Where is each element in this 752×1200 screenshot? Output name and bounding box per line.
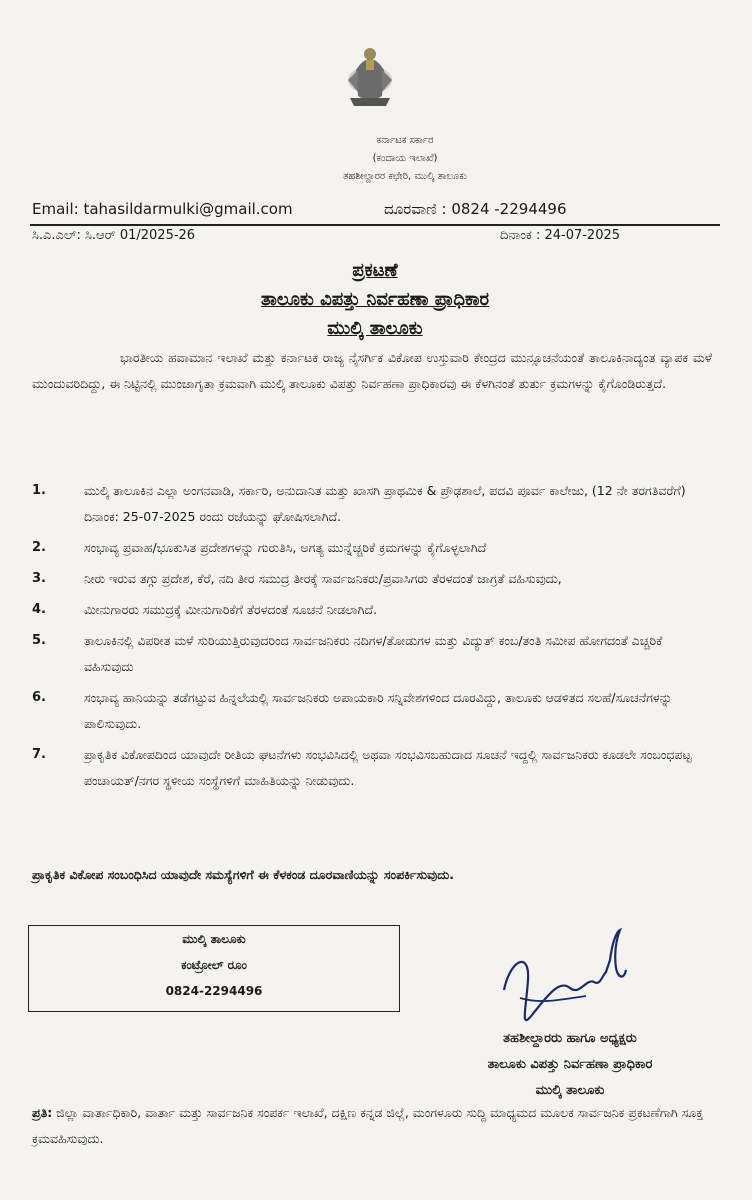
item-number: 6. [32,690,46,705]
item-text: ಸಂಭಾವ್ಯ ಪ್ರವಾಹ/ಭೂಕುಸಿತ ಪ್ರದೇಶಗಳನ್ನು ಗುರುತಿಸಿ, ಅಗತ್ಯ ಮುನ್ನೆಚ್ಚರಿಕೆ ಕ್ರಮಗಳನ್ನು ಕೈಗೊಳ್ಳಲಾಗಿದೆ [84,540,487,555]
copy-to-label: ಪ್ರತಿ: [32,1105,53,1120]
signatory-taluk: ಮುಲ್ಕಿ ತಾಲೂಕು [535,1083,605,1098]
copy-to-text: ಜಿಲ್ಲಾ ವಾರ್ತಾಧಿಕಾರಿ, ವಾರ್ತಾ ಮತ್ತು ಸಾರ್ವಜನಿಕ ಸಂಪರ್ಕ ಇಲಾಖೆ, ದಕ್ಷಿಣ ಕನ್ನಡ ಜಿಲ್ಲೆ, ಮಂಗಳೂರು ಸುದ್ದಿ ಮಾಧ್ಯಮದ ಮೂಲಕ ಸಾರ್ವಜನಿಕ ಪ್ರಕಟಣೆಗಾಗಿ ಸೂಕ್ತ ಕ್ರಮವಹಿಸುವುದು. [32,1105,704,1146]
list-item [32,742,712,794]
government-name: ಕರ್ನಾಟಕ ಸರ್ಕಾರ [376,135,434,146]
list-item [32,628,712,680]
list-item [32,566,712,592]
item-text: ಮೀನುಗಾರರು ಸಮುದ್ರಕ್ಕೆ ಮೀನುಗಾರಿಕೆಗೆ ತೆರಳದಂತೆ ಸೂಚನೆ ನೀಡಲಾಗಿದೆ. [84,602,378,617]
reference-row [32,228,712,248]
item-number: 1. [32,483,46,498]
authority-title: ತಾಲೂಕು ವಿಪತ್ತು ನಿರ್ವಹಣಾ ಪ್ರಾಧಿಕಾರ [261,289,489,310]
list-item [32,685,712,737]
signatory-designation: ತಹಶೀಲ್ದಾರರು ಹಾಗೂ ಅಧ್ಯಕ್ಷರು [503,1031,637,1046]
copy-to [32,1100,722,1152]
item-number: 7. [32,747,46,762]
header-divider [30,224,720,226]
control-room-box [28,925,400,1012]
control-room-label: ಕಂಟ್ರೋಲ್ ರೂಂ [181,958,247,972]
intro-paragraph: ಭಾರತೀಯ ಹವಾಮಾನ ಇಲಾಖೆ ಮತ್ತು ಕರ್ನಾಟಕ ರಾಜ್ಯ ನೈಸರ್ಗಿಕ ವಿಕೋಪ ಉಸ್ತುವಾರಿ ಕೇಂದ್ರದ ಮುನ್ಸೂಚನೆಯಂತೆ ತಾಲೂಕಿನಾದ್ಯಂತ ವ್ಯಾಪಕ ಮಳೆ ಮುಂದುವರಿದಿದ್ದು, ಈ ನಿಟ್ಟಿನಲ್ಲಿ ಮುಂಜಾಗೃತಾ ಕ್ರಮವಾಗಿ ಮುಲ್ಕಿ ತಾಲೂಕು ವಿಪತ್ತು ನಿರ್ವಹಣಾ ಪ್ರಾಧಿಕಾರವು ಈ ಕೆಳಗಿನಂತೆ ತುರ್ತು ಕ್ರಮಗಳನ್ನು ಕೈಗೊಂಡಿರುತ್ತದೆ. [32,350,712,391]
signature-icon [490,920,630,1035]
office-name: ತಹಶೀಲ್ದಾರರ ಕಛೇರಿ, ಮುಲ್ಕಿ ತಾಲೂಕು [343,171,467,182]
item-text: ಸಂಭಾವ್ಯ ಹಾನಿಯನ್ನು ತಡೆಗಟ್ಟುವ ಹಿನ್ನಲೆಯಲ್ಲಿ ಸಾರ್ವಜನಿಕರು ಅಪಾಯಕಾರಿ ಸನ್ನಿವೇಶಗಳಿಂದ ದೂರವಿದ್ದು, ತಾಲೂಕು ಆಡಳಿತದ ಸಲಹೆ/ಸೂಚನೆಗಳನ್ನು ಪಾಲಿಸುವುದು. [84,690,673,731]
state-emblem-icon [330,40,410,120]
closing-statement: ಪ್ರಾಕೃತಿಕ ವಿಕೋಪ ಸಂಬಂಧಿಸಿದ ಯಾವುದೇ ಸಮಸ್ಯೆಗಳಿಗೆ ಈ ಕೆಳಕಂಡ ದೂರವಾಣಿಯನ್ನು ಸಂಪರ್ಕಿಸುವುದು. [32,867,455,882]
signatory-authority: ತಾಲೂಕು ವಿಪತ್ತು ನಿರ್ವಹಣಾ ಪ್ರಾಧಿಕಾರ [487,1057,653,1072]
item-text: ನೀರು ಇರುವ ತಗ್ಗು ಪ್ರದೇಶ, ಕೆರೆ, ನದಿ ತೀರ ಸಮುದ್ರ ತೀರಕ್ಕೆ ಸಾರ್ವಜನಿಕರು/ಪ್ರವಾಸಿಗರು ತೆರಳದಂತೆ ಜಾಗ್ರತೆ ವಹಿಸುವುದು, [84,571,562,586]
department-name: (ಕಂದಾಯ ಇಲಾಖೆ) [372,153,438,164]
item-number: 4. [32,602,46,617]
item-number: 3. [32,571,46,586]
office-phone: ದೂರವಾಣಿ : 0824 -2294496 [384,200,567,218]
document-date: ದಿನಾಂಕ : 24-07-2025 [500,228,621,243]
item-number: 2. [32,540,46,555]
list-item [32,478,712,530]
notice-titles [100,256,650,343]
signatory-block [420,1026,720,1104]
control-room-phone: 0824-2294496 [165,984,263,998]
email-address: Email: tahasildarmulki@gmail.com [32,200,293,218]
notice-title: ಪ್ರಕಟಣೆ [352,260,398,281]
item-text: ಪ್ರಾಕೃತಿಕ ವಿಕೋಪದಿಂದ ಯಾವುದೇ ರೀತಿಯ ಘಟನೆಗಳು ಸಂಭವಿಸಿದಲ್ಲಿ ಅಥವಾ ಸಂಭವಿಸಬಹುದಾದ ಸೂಚನೆ ಇದ್ದಲ್ಲಿ ಸಾರ್ವಜನಿಕರು ಕೂಡಲೇ ಸಂಬಂಧಪಟ್ಟ ಪಂಚಾಯತ್/ನಗರ ಸ್ಥಳೀಯ ಸಂಸ್ಥೆಗಳಿಗೆ ಮಾಹಿತಿಯನ್ನು ನೀಡುವುದು. [84,747,692,788]
control-room-taluk: ಮುಲ್ಕಿ ತಾಲೂಕು [182,932,246,946]
taluk-title: ಮುಲ್ಕಿ ತಾಲೂಕು [327,318,423,339]
item-text: ತಾಲೂಕಿನಲ್ಲಿ ವಿಪರೀತ ಮಳೆ ಸುರಿಯುತ್ತಿರುವುದರಿಂದ ಸಾರ್ವಜನಿಕರು ನದಿಗಳ/ತೋಡುಗಳ ಮತ್ತು ವಿದ್ಯುತ್ ಕಂಬ/ತಂತಿ ಸಮೀಪ ಹೋಗದಂತೆ ಎಚ್ಚರಿಕೆ ವಹಿಸುವುದು [84,633,663,674]
list-item [32,535,712,561]
list-item [32,597,712,623]
item-number: 5. [32,633,46,648]
contact-row [32,200,712,222]
reference-number: ಸಿ.ಎ.ಎಲ್: ಸಿ.ಆರ್ 01/2025-26 [32,228,196,243]
item-text: ಮುಲ್ಕಿ ತಾಲೂಕಿನ ಎಲ್ಲಾ ಅಂಗನವಾಡಿ, ಸರ್ಕಾರಿ, ಅನುದಾನಿತ ಮತ್ತು ಖಾಸಗಿ ಪ್ರಾಥಮಿಕ & ಪ್ರೌಢಶಾಲೆ, ಪದವಿ ಪೂರ್ವ ಕಾಲೇಜು, (12 ನೇ ತರಗತಿವರೆಗೆ) ದಿನಾಂಕ: 25-07-2025 ರಂದು ರಜೆಯನ್ನು ಘೋಷಿಸಲಾಗಿದೆ. [84,483,686,524]
action-list [32,478,712,799]
office-header [280,132,530,186]
